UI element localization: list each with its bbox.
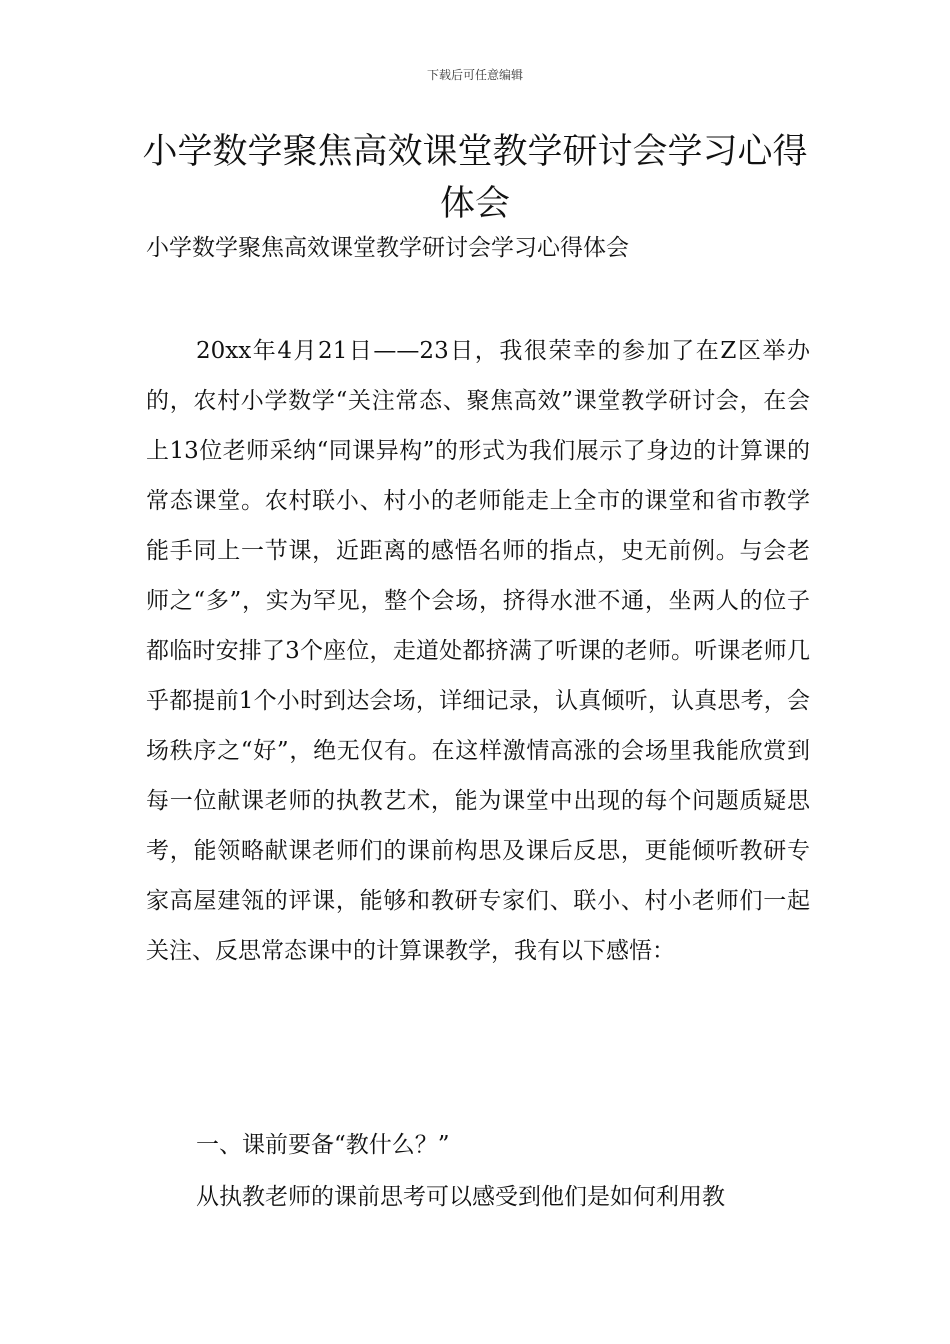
document-subtitle: 小学数学聚焦高效课堂教学研讨会学习心得体会 (146, 235, 629, 261)
document-title: 小学数学聚焦高效课堂教学研讨会学习心得体会 (142, 132, 808, 224)
body-paragraph: 从执教老师的课前思考可以感受到他们是如何利用教 (196, 1184, 725, 1210)
header-note: 下载后可任意编辑 (426, 68, 523, 82)
body-paragraph: 20xx年4月21日——23日，我很荣幸的参加了在Z区举办的，农村小学数学“关注常态、聚焦高效”课堂教学研讨会，在会上13位老师采纳“同课异构”的形式为我们展示了身边的计算课的常态课堂。农村联小、村小的老师能走上全市的课堂和省市教学能手同上一节课，近距离的感悟名师的指点，史无前例。与会老师之“多”，实为罕见，整个会场，挤得水泄不通，坐两人的位子都临时安排了3个座位，走道处都挤满了听课的老师。听课老师几乎都提前1个小时到达会场，详细记录，认真倾听，认真思考，会场秩序之“好”，绝无仅有。在这样激情高涨的会场里我能欣赏到每一位献课老师的执教艺术，能为课堂中出现的每个问题质疑思考，能领略献课老师们的课前构思及课后反思，更能倾听教研专家高屋建瓴的评课，能够和教研专家们、联小、村小老师们一起关注、反思常态课中的计算课教学，我有以下感悟： (146, 338, 810, 964)
section-heading: 一、课前要备“教什么？” (196, 1132, 450, 1158)
